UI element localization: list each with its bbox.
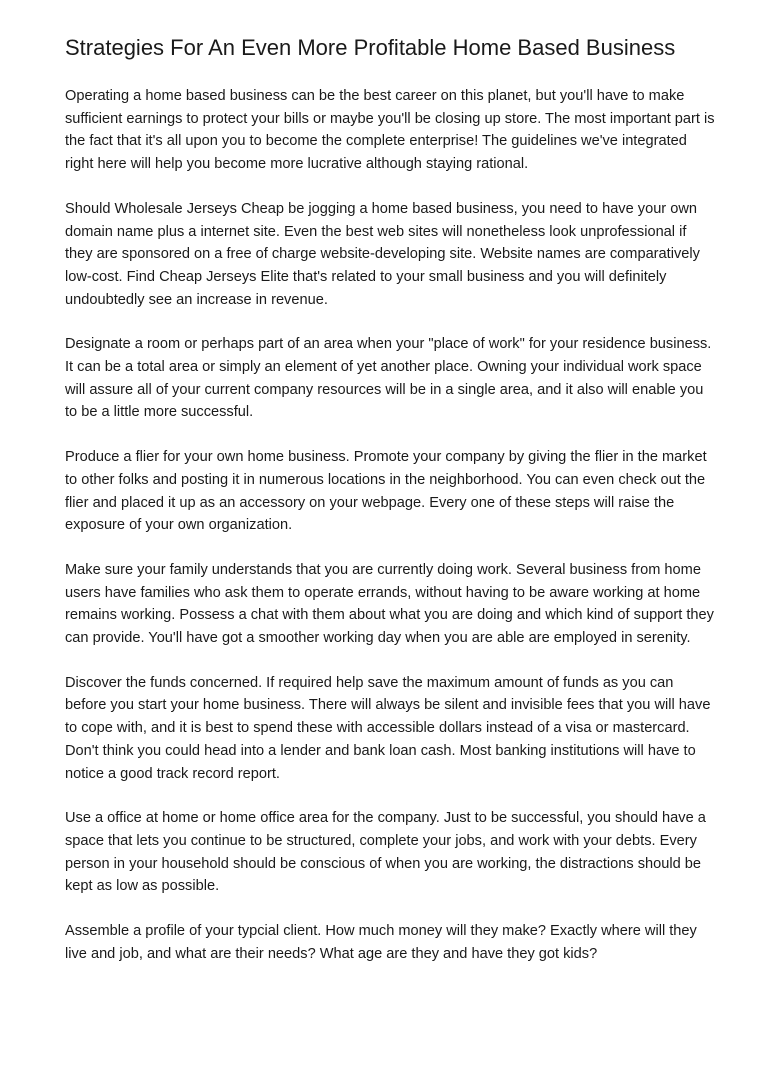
document-page — [65, 36, 715, 988]
paragraph: Designate a room or perhaps part of an area when your "place of work" for your residence business. It can be a total area or simply an element of yet another place. Owning your individual work space will assure all of your current company resources will be in a single area, and it also will enable you to be a little more successful. — [65, 336, 712, 421]
paragraph: Produce a flier for your own home business. Promote your company by giving the flier in the market to other folks and posting it in numerous locations in the neighborhood. You can even check out the flier and placed it up as an accessory on your webpage. Every one of these steps will raise the exposure of your own organization. — [65, 449, 707, 534]
paragraph: Assemble a profile of your typcial client. How much money will they make? Exactly where will they live and job, and what are their needs? What age are they and have they got kids? — [65, 923, 697, 962]
paragraph: Make sure your family understands that you are currently doing work. Several business from home users have families who ask them to operate errands, without having to be aware working at home remains working. Possess a chat with them about what you are doing and which kind of support they can provide. You'll have got a smoother working day when you are able are employed in serenity. — [65, 561, 714, 647]
document-body — [65, 85, 715, 966]
document-title: Strategies For An Even More Profitable Home Based Business — [65, 35, 676, 60]
paragraph: Operating a home based business can be the best career on this planet, but you'll have to make sufficient earnings to protect your bills or maybe you'll be closing up store. The most important part is the fact that it's all upon you to become the complete enterprise! The guidelines we've integrated right here will help you become more lucrative although staying rational. — [65, 88, 715, 173]
paragraph: Use a office at home or home office area for the company. Just to be successful, you should have a space that lets you continue to be structured, complete your jobs, and work with your debts. Every person in your household should be conscious of when you are working, the distractions should be kept as low as possible. — [65, 810, 706, 895]
paragraph: Discover the funds concerned. If required help save the maximum amount of funds as you can before you start your home business. There will always be silent and invisible fees that you will have to cope with, and it is best to spend these with accessible dollars instead of a visa or mastercard. Don't think you could head into a lender and bank loan cash. Most banking institutions will have to notice a good track record report. — [65, 674, 711, 782]
paragraph: Should Wholesale Jerseys Cheap be jogging a home based business, you need to have your own domain name plus a internet site. Even the best web sites will nonetheless look unprofessional if they are sponsored on a free of charge website-developing site. Website names are comparatively low-cost. Find Cheap Jerseys Elite that's related to your small business and you will definitely undoubtedly see an increase in revenue. — [65, 200, 700, 308]
